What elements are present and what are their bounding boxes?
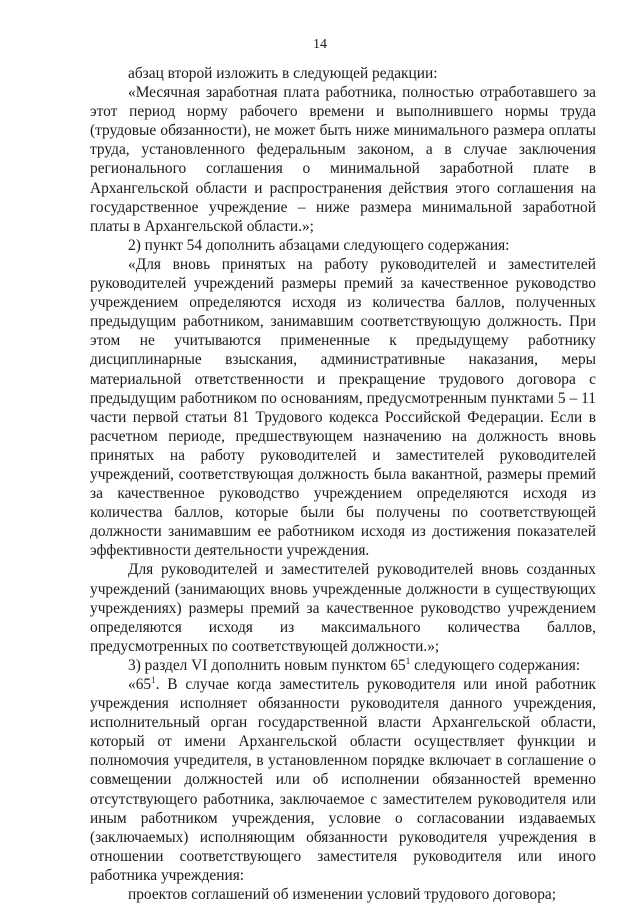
paragraph-item-2: 2) пункт 54 дополнить абзацами следующего содержания: xyxy=(128,236,510,254)
paragraph-item-3 xyxy=(90,656,596,675)
document-body xyxy=(90,64,596,904)
item-3-superscript: 1 xyxy=(405,655,411,666)
item-3-text-end: следующего содержания: xyxy=(410,656,581,674)
item-3-text-start: 3) раздел VI дополнить новым пунктом 65 xyxy=(128,656,406,674)
paragraph-bonus-new-institutions: Для руководителей и заместителей руководителей вновь созданных учреждений (занимающих вновь учрежденные должности в существующих учреждениях) размеры премий за качественное руководство учреждением определяются исходя из максимального количества баллов, предусмотренных по соответствующей должности.»; xyxy=(90,561,596,655)
paragraph-bonus-new-hires: «Для вновь принятых на работу руководителей и заместителей руководителей учреждений размеры премий за качественное руководство учреждением определяются исходя из количества баллов, полученных предыдущим работником, занимавшим соответствующую должность. При этом не учитываются примененные к предыдущему работнику дисциплинарные взыскания, административные наказания, меры материальной ответственности и прекращение трудового договора с предыдущим работником по основаниям, предусмотренным пунктами 5 – 11 части первой статьи 81 Трудового кодекса Российской Федерации. Если в расчетном периоде, предшествующем назначению на должность вновь принятых на работу руководителей и заместителей руководителей учреждений, соответствующая должность была вакантной, размеры премий за качественное руководство учреждением определяются исходя из количества баллов, которые были бы получены по соответствующей должности занимавшим ее работником исходя из достижения показателей эффективности деятельности учреждения. xyxy=(90,255,596,560)
paragraph-intro: абзац второй изложить в следующей редакции: xyxy=(128,65,438,82)
paragraph-contract-drafts: проектов соглашений об изменении условий трудового договора; xyxy=(128,886,557,904)
point-65-1-superscript: 1 xyxy=(151,675,156,685)
page-number: 14 xyxy=(313,37,327,52)
paragraph-salary-quote: «Месячная заработная плата работника, полностью отработавшего за этот период норму рабочего времени и выполнившего нормы труда (трудовые обязанности), не может быть ниже минимального размера оплаты труда, установленного федеральным законом, а в случае заключения регионального соглашения о минимальной заработной плате в Архангельской области и распространения действия этого соглашения на государственное учреждение – ниже размера минимальной заработной платы в Архангельской области.»; xyxy=(90,84,596,235)
point-65-1-text-start: «65 xyxy=(128,676,152,693)
paragraph-point-65-1 xyxy=(90,675,596,885)
point-65-1-text-end: . В случае когда заместитель руководителя или иной работник учреждения исполняет обязанности руководителя данного учреждения, исполнительный орган государственной власти Архангельской области, который от имени Архангельской области осуществляет функции и полномочия учредителя, в установленном порядке включает в соглашение о совмещении должностей или об исполнении обязанностей временно отсутствующего работника, заключаемое с заместителем руководителя или иным работником учреждения, условие о согласовании издаваемых (заключаемых) исполняющим обязанности руководителя учреждения в отношении соответствующего заместителя руководителя или иного работника учреждения: xyxy=(90,676,596,884)
